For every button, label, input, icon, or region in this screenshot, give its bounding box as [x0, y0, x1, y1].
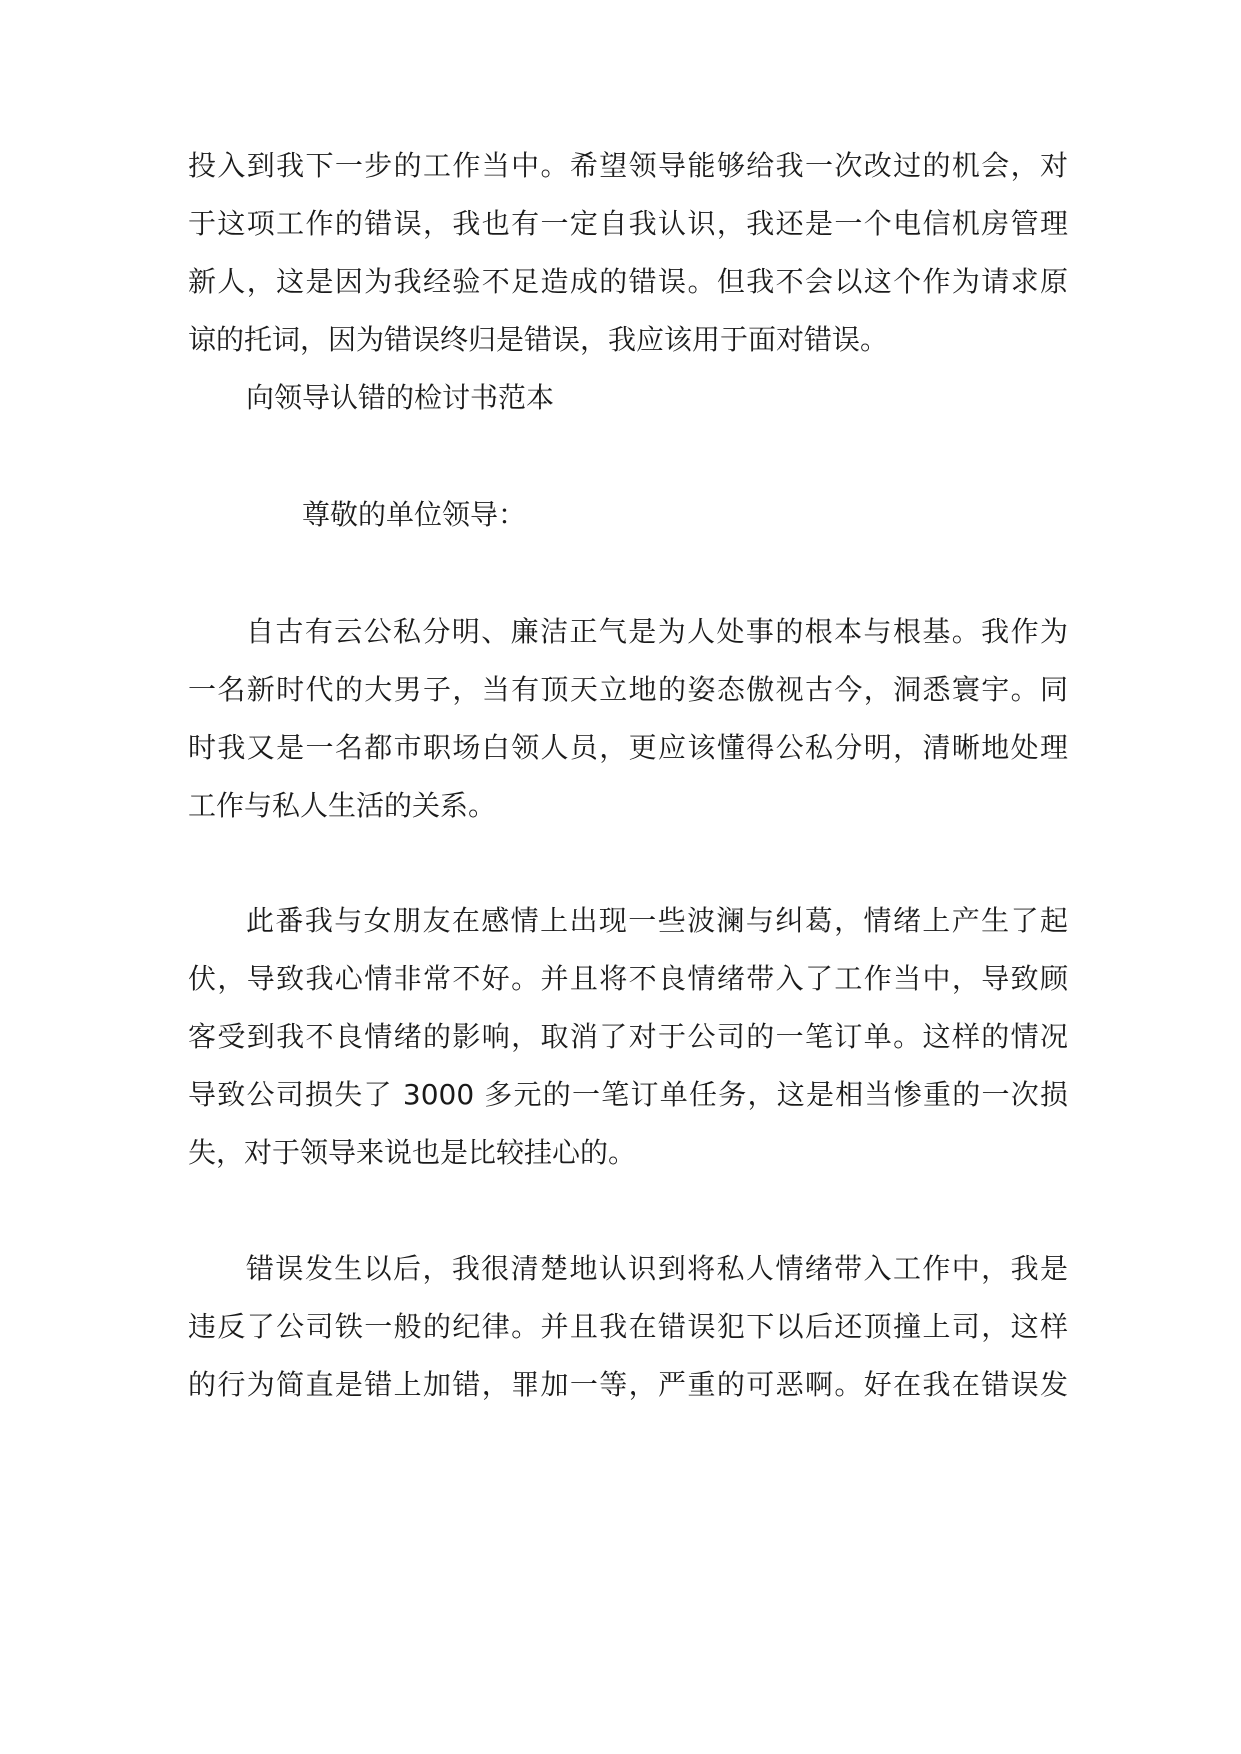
paragraph-line: 投入到我下一步的工作当中。希望领导能够给我一次改过的机会，对 — [188, 149, 1068, 182]
paragraph-line: 客受到我不良情绪的影响，取消了对于公司的一笔订单。这样的情况 — [188, 1020, 1068, 1053]
paragraph-line: 错误发生以后，我很清楚地认识到将私人情绪带入工作中，我是 — [246, 1252, 1068, 1285]
paragraph-line: 工作与私人生活的关系。 — [188, 789, 497, 822]
paragraph-line: 时我又是一名都市职场白领人员，更应该懂得公私分明，清晰地处理 — [188, 731, 1068, 764]
paragraph-line: 自古有云公私分明、廉洁正气是为人处事的根本与根基。我作为 — [246, 615, 1068, 648]
paragraph-line: 的行为简直是错上加错，罪加一等，严重的可恶啊。好在我在错误发 — [188, 1368, 1068, 1401]
paragraph-line: 新人，这是因为我经验不足造成的错误。但我不会以这个作为请求原 — [188, 265, 1068, 298]
paragraph-line: 失，对于领导来说也是比较挂心的。 — [188, 1136, 637, 1169]
paragraph-line: 谅的托词，因为错误终归是错误，我应该用于面对错误。 — [188, 323, 889, 356]
section-title: 向领导认错的检讨书范本 — [246, 381, 555, 414]
paragraph-line: 于这项工作的错误，我也有一定自我认识，我还是一个电信机房管理 — [188, 207, 1068, 240]
paragraph-line: 导致公司损失了 3000 多元的一笔订单任务，这是相当惨重的一次损 — [188, 1078, 1068, 1111]
paragraph-line: 伏，导致我心情非常不好。并且将不良情绪带入了工作当中，导致顾 — [188, 962, 1068, 995]
paragraph-line: 此番我与女朋友在感情上出现一些波澜与纠葛，情绪上产生了起 — [246, 904, 1068, 937]
salutation: 尊敬的单位领导： — [302, 498, 527, 531]
paragraph-line: 违反了公司铁一般的纪律。并且我在错误犯下以后还顶撞上司，这样 — [188, 1310, 1068, 1343]
paragraph-line: 一名新时代的大男子，当有顶天立地的姿态傲视古今，洞悉寰宇。同 — [188, 673, 1068, 706]
